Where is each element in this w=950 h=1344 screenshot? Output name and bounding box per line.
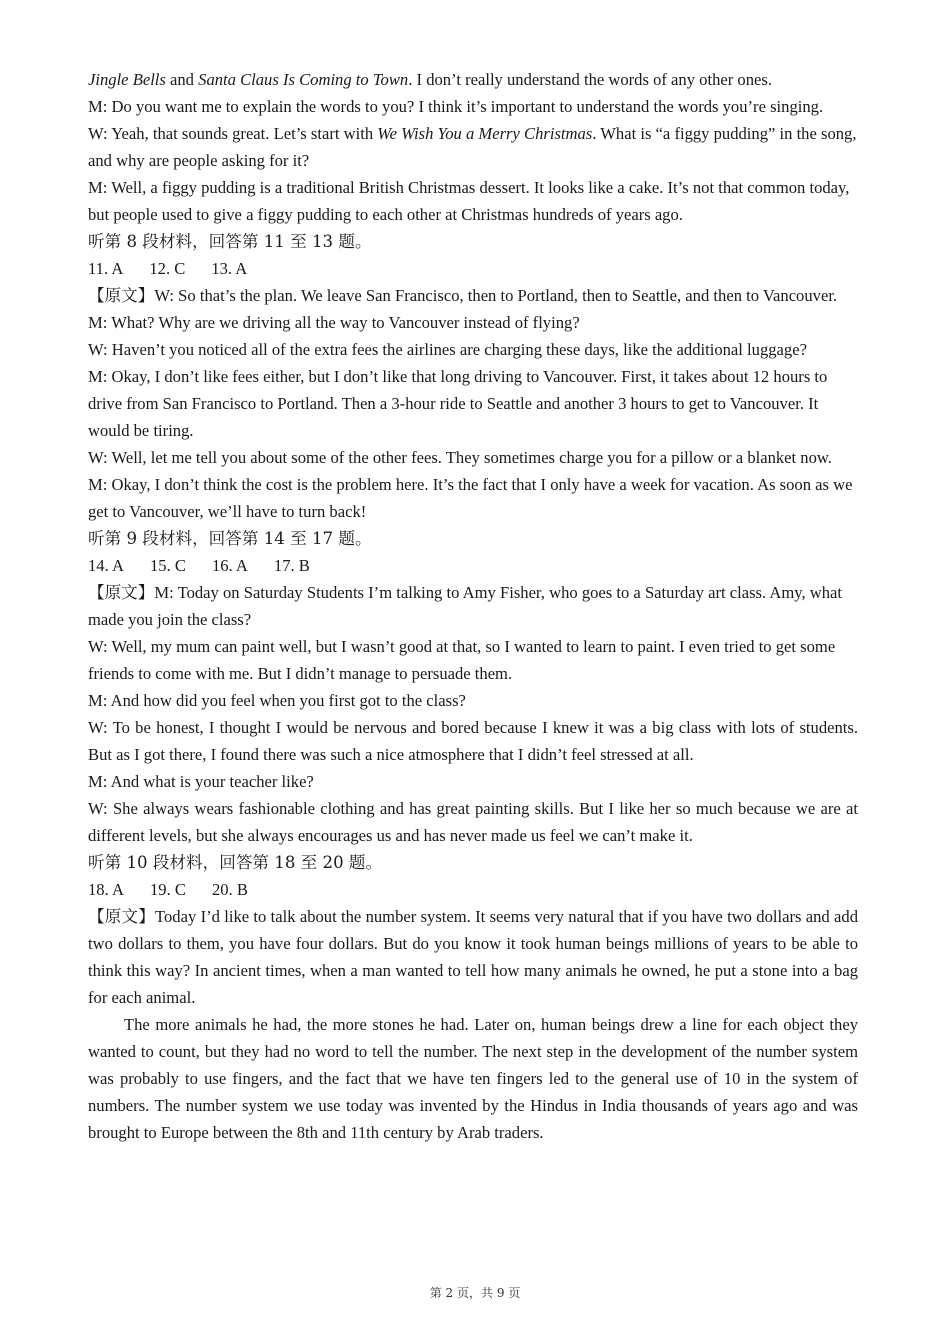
transcript-paragraph: The more animals he had, the more stones he had. Later on, human beings drew a line for each object they wanted to count, but they had no word to tell the number. The next step in the development of the number system was probably to use fingers, and the fact that we have ten fingers led to the general use of 10 in the system of numbers. The number system we use today was invented by the Hindus in India thousands of years ago and was brought to Europe between the 8th and 11th century by Arab traders. xyxy=(88,1015,858,1142)
transcript-line: W: To be honest, I thought I would be nervous and bored because I knew it was a big class with lots of students. But as I got there, I found there was such a nice atmosphere that I didn’t feel stressed at all. xyxy=(88,718,858,764)
section-heading: 听第 9 段材料，回答第 14 至 17 题。 xyxy=(88,529,372,548)
section-heading: 听第 10 段材料，回答第 18 至 20 题。 xyxy=(88,853,383,872)
answer-row xyxy=(88,552,858,579)
answer-key: 19. C xyxy=(149,880,186,899)
answer-key: 13. A xyxy=(211,259,248,278)
transcript-line: W: Haven’t you noticed all of the extra fees the airlines are charging these days, like the additional luggage? xyxy=(88,340,807,359)
transcript-line: W: She always wears fashionable clothing and has great painting skills. But I like her so much because we are at different levels, but she always encourages us and has never made us feel we can’t make it. xyxy=(88,799,858,845)
transcript-line: M: What? Why are we driving all the way to Vancouver instead of flying? xyxy=(88,313,580,332)
transcript-line: M: And how did you feel when you first got to the class? xyxy=(88,691,466,710)
transcript-paragraph: 【原文】Today I’d like to talk about the number system. It seems very natural that if you have two dollars and add two dollars to them, you have four dollars. But do you know it took human beings millions of years to be able to think this way? In ancient times, when a man wanted to tell how many animals he owned, he put a stone into a bag for each animal. xyxy=(88,907,858,1007)
page-number-footer: 第 2 页，共 9 页 xyxy=(429,1286,521,1300)
answer-key: 17. B xyxy=(273,556,310,575)
dialogue-line: W: Yeah, that sounds great. Let’s start with We Wish You a Merry Christmas. What is “a figgy pudding” in the song, and why are people asking for it? xyxy=(88,124,857,170)
answer-key: 11. A xyxy=(88,259,124,278)
answer-key: 12. C xyxy=(149,259,186,278)
answer-row xyxy=(88,876,858,903)
transcript-line: W: Well, my mum can paint well, but I wasn’t good at that, so I wanted to learn to paint. I even tried to get some friends to come with me. But I didn’t manage to persuade them. xyxy=(88,637,836,683)
transcript-line: 【原文】W: So that’s the plan. We leave San Francisco, then to Portland, then to Seattle, and then to Vancouver. xyxy=(88,286,838,305)
transcript-line: 【原文】M: Today on Saturday Students I’m talking to Amy Fisher, who goes to a Saturday art class. Amy, what made you join the class? xyxy=(88,583,843,629)
document-body xyxy=(88,66,858,1146)
answer-key: 20. B xyxy=(211,880,248,899)
answer-row xyxy=(88,255,858,282)
song-title: We Wish You a Merry Christmas xyxy=(377,124,593,143)
dialogue-line: Jingle Bells and Santa Claus Is Coming to Town. I don’t really understand the words of any other ones. xyxy=(88,70,772,89)
answer-key: 15. C xyxy=(149,556,186,575)
transcript-line: M: And what is your teacher like? xyxy=(88,772,314,791)
answer-key: 16. A xyxy=(211,556,248,575)
dialogue-line: M: Do you want me to explain the words to you? I think it’s important to understand the words you’re singing. xyxy=(88,97,824,116)
answer-key: 14. A xyxy=(88,556,124,575)
song-title: Santa Claus Is Coming to Town xyxy=(198,70,409,89)
transcript-line: M: Okay, I don’t like fees either, but I don’t like that long driving to Vancouver. First, it takes about 12 hours to drive from San Francisco to Portland. Then a 3-hour ride to Seattle and another 3 hours to get to Vancouver. It would be tiring. xyxy=(88,367,828,440)
dialogue-line: M: Well, a figgy pudding is a traditional British Christmas dessert. It looks like a cake. It’s not that common today, but people used to give a figgy pudding to each other at Christmas hundreds of years ago. xyxy=(88,178,850,224)
answer-key: 18. A xyxy=(88,880,124,899)
song-title: Jingle Bells xyxy=(88,70,166,89)
transcript-line: W: Well, let me tell you about some of the other fees. They sometimes charge you for a pillow or a blanket now. xyxy=(88,448,832,467)
transcript-line: M: Okay, I don’t think the cost is the problem here. It’s the fact that I only have a week for vacation. As soon as we get to Vancouver, we’ll have to turn back! xyxy=(88,475,853,521)
section-heading: 听第 8 段材料，回答第 11 至 13 题。 xyxy=(88,232,372,251)
